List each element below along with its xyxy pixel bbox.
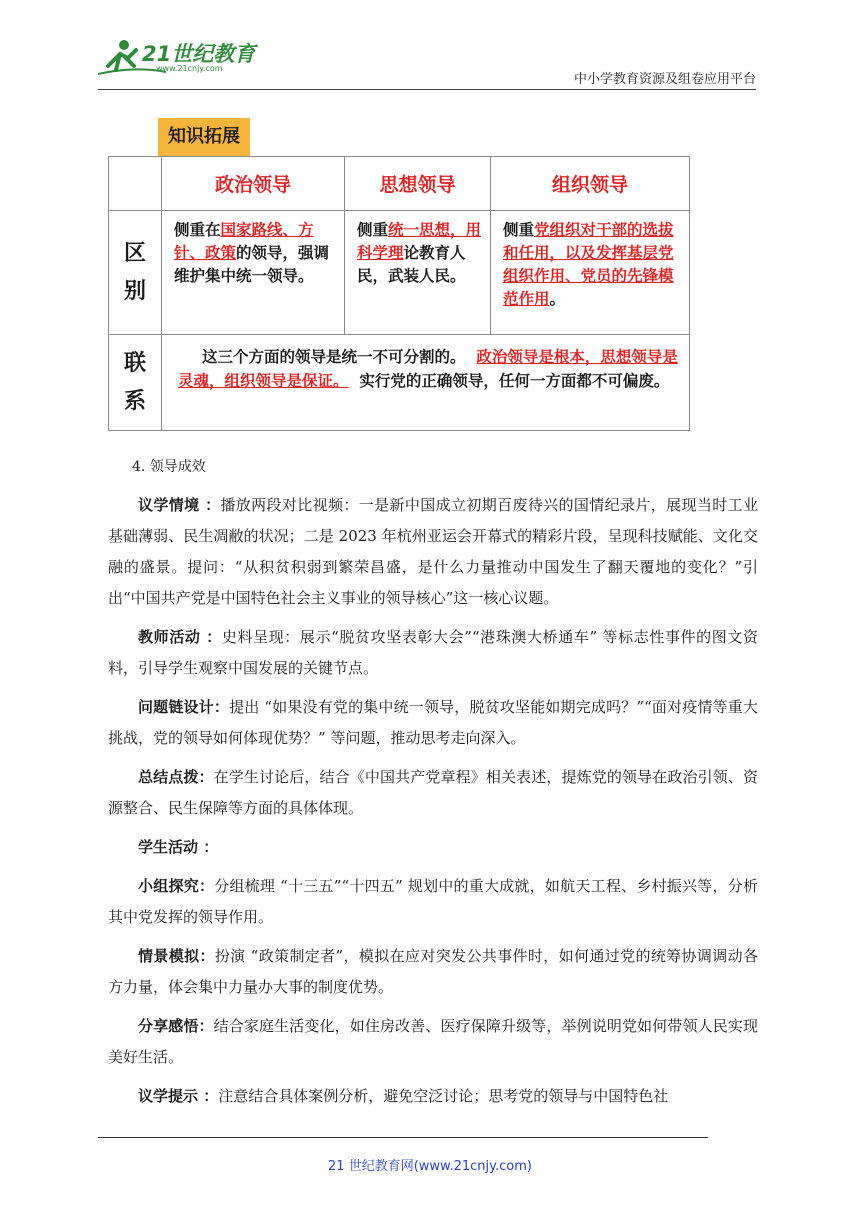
col-political: 政治领导 bbox=[162, 157, 345, 211]
col-organizational: 组织领导 bbox=[491, 157, 690, 211]
lesson-paragraph bbox=[108, 832, 758, 863]
logo-url: www.21cnjy.com bbox=[156, 64, 223, 73]
paragraph-text: 播放两段对比视频：一是新中国成立初期百废待兴的国情纪录片，展现当时工业基础薄弱、民生凋敝的状况；二是 2023 年杭州亚运会开幕式的精彩片段，呈现科技赋能、文化交融的盛景。提问：“从积贫积弱到繁荣昌盛，是什么力量推动中国发生了翻天覆地的变化？”引出“中国共产党是中国特色社会主义事业的领导核心”这一核心议题。 bbox=[108, 496, 758, 607]
paragraph-text: 注意结合具体案例分析，避免空泛讨论；思考党的领导与中国特色社 bbox=[218, 1087, 669, 1105]
lesson-paragraph bbox=[108, 1011, 758, 1073]
lesson-body bbox=[108, 456, 758, 1120]
lesson-paragraph bbox=[108, 692, 758, 754]
paragraph-label: 情景模拟： bbox=[138, 947, 215, 965]
difference-row bbox=[109, 211, 690, 335]
paragraph-text: 史料呈现：展示“脱贫攻坚表彰大会”“港珠澳大桥通车” 等标志性事件的图文资料，引导学生观察中国发展的关键节点。 bbox=[108, 628, 758, 677]
col-ideological: 思想领导 bbox=[345, 157, 491, 211]
knowledge-badge: 知识拓展 bbox=[158, 118, 250, 156]
political-desc: 侧重在国家路线、方针、政策的领导，强调维护集中统一领导。 bbox=[162, 211, 345, 335]
header-divider bbox=[98, 89, 756, 90]
paragraph-label: 小组探究： bbox=[138, 877, 215, 895]
paragraph-list bbox=[108, 490, 758, 1112]
lesson-paragraph bbox=[108, 490, 758, 614]
lesson-paragraph bbox=[108, 762, 758, 824]
corner-cell bbox=[109, 157, 162, 211]
footer-divider bbox=[98, 1137, 708, 1138]
ideological-desc: 侧重统一思想，用科学理论教育人民，武装人民。 bbox=[345, 211, 491, 335]
row-head-connection: 联 系 bbox=[109, 335, 162, 431]
logo-text: 21世纪教育 bbox=[142, 42, 256, 66]
lesson-paragraph bbox=[108, 871, 758, 933]
lesson-paragraph bbox=[108, 622, 758, 684]
paragraph-label: 总结点拨： bbox=[138, 768, 214, 786]
organizational-desc: 侧重党组织对干部的选拔和任用，以及发挥基层党组织作用、党员的先锋模范作用。 bbox=[491, 211, 690, 335]
paragraph-label: 教师活动 ： bbox=[138, 628, 222, 646]
footer-link[interactable]: 21 世纪教育网(www.21cnjy.com) bbox=[328, 1159, 532, 1174]
paragraph-label: 分享感悟： bbox=[138, 1017, 214, 1035]
lesson-paragraph bbox=[108, 1081, 758, 1112]
connection-row bbox=[109, 335, 690, 431]
knowledge-table bbox=[108, 156, 690, 431]
platform-name: 中小学教育资源及组卷应用平台 bbox=[573, 72, 756, 87]
paragraph-text: 分组梳理 “十三五”“十四五” 规划中的重大成就，如航天工程、乡村振兴等，分析其中党发挥的领导作用。 bbox=[108, 877, 758, 926]
paragraph-label: 问题链设计： bbox=[138, 698, 230, 716]
paragraph-label: 议学情境 ： bbox=[138, 496, 221, 514]
site-logo bbox=[94, 36, 264, 78]
paragraph-text: 在学生讨论后，结合《中国共产党章程》相关表述，提炼党的领导在政治引领、资源整合、民生保障等方面的具体体现。 bbox=[108, 768, 758, 817]
paragraph-label: 学生活动 ： bbox=[138, 838, 219, 856]
connection-desc: 这三个方面的领导是统一不可分割的。 政治领导是根本，思想领导是灵魂，组织领导是保证。 实行党的正确领导，任何一方面都不可偏废。 bbox=[162, 335, 690, 431]
lesson-paragraph bbox=[108, 941, 758, 1003]
paragraph-label: 议学提示 ： bbox=[138, 1087, 219, 1105]
paragraph-text: 提出 “如果没有党的集中统一领导，脱贫攻坚能如期完成吗？”“面对疫情等重大挑战，党的领导如何体现优势？” 等问题，推动思考走向深入。 bbox=[108, 698, 758, 747]
table-header-row bbox=[109, 157, 690, 211]
paragraph-text: 扮演 “政策制定者”，模拟在应对突发公共事件时，如何通过党的统筹协调调动各方力量，体会集中力量办大事的制度优势。 bbox=[108, 947, 758, 996]
paragraph-text: 结合家庭生活变化，如住房改善、医疗保障升级等，举例说明党如何带领人民实现美好生活。 bbox=[108, 1017, 758, 1066]
section-title: 4. 领导成效 bbox=[132, 459, 206, 475]
row-head-difference: 区 别 bbox=[109, 211, 162, 335]
